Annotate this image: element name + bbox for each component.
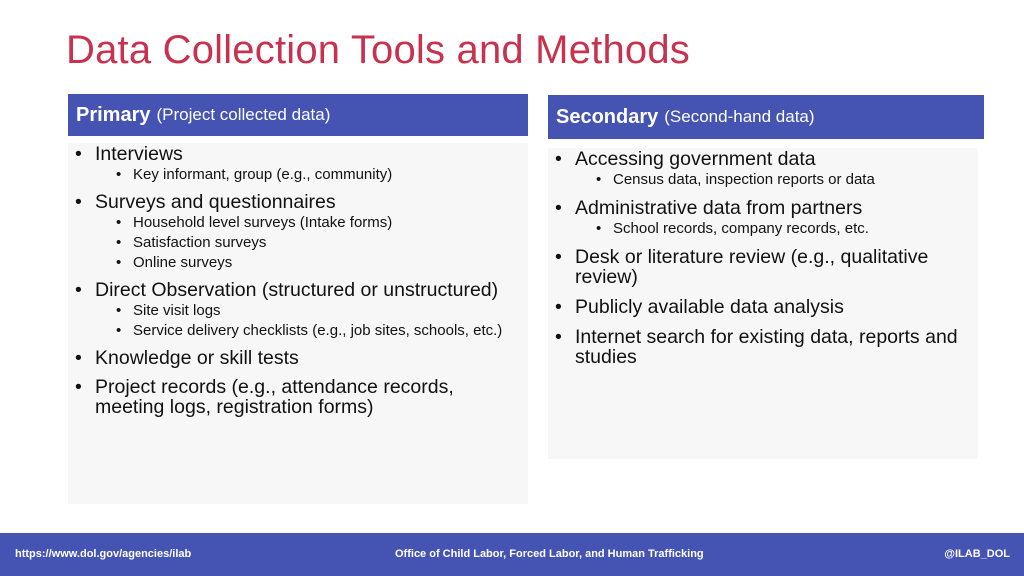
bullet-text: Accessing government data xyxy=(575,148,816,170)
bullet-text: Surveys and questionnaires xyxy=(95,191,336,213)
bullet-item xyxy=(68,348,528,368)
sub-bullet-item: • Key informant, group (e.g., community) xyxy=(95,167,528,183)
sub-bullet-list xyxy=(95,303,528,339)
secondary-list xyxy=(548,148,978,367)
sub-bullet-item: • School records, company records, etc. xyxy=(575,221,978,237)
bullet-item xyxy=(68,144,528,183)
footer-office-name: Office of Child Labor, Forced Labor, and Human Trafficking xyxy=(395,548,704,560)
bullet-text: Project records (e.g., attendance records, meeting logs, registration forms) xyxy=(95,376,454,418)
bullet-item xyxy=(548,149,978,188)
bullet-item xyxy=(548,247,978,287)
sub-bullet-item: • Satisfaction surveys xyxy=(95,235,528,251)
bullet-item xyxy=(548,198,978,237)
sub-bullet-item: • Site visit logs xyxy=(95,303,528,319)
sub-bullet-list xyxy=(95,215,528,271)
bullet-text: Internet search for existing data, reports and studies xyxy=(575,326,958,368)
sub-bullet-item: • Online surveys xyxy=(95,255,528,271)
bullet-item xyxy=(548,297,978,317)
footer-social-handle: @ILAB_DOL xyxy=(944,548,1010,560)
footer-url-link[interactable]: https://www.dol.gov/agencies/ilab xyxy=(15,548,192,560)
sub-bullet-list xyxy=(575,221,978,237)
primary-header xyxy=(68,94,528,136)
secondary-header xyxy=(548,95,984,139)
sub-bullet-list xyxy=(575,172,978,188)
bullet-text: Knowledge or skill tests xyxy=(95,347,299,369)
bullet-text: Administrative data from partners xyxy=(575,197,863,219)
primary-heading: Primary xyxy=(76,103,151,126)
secondary-content-box xyxy=(548,148,978,459)
primary-content-box xyxy=(68,143,528,504)
bullet-text: Direct Observation (structured or unstructured) xyxy=(95,279,499,301)
bullet-item xyxy=(548,327,978,367)
bullet-item xyxy=(68,192,528,271)
bullet-item xyxy=(68,377,528,417)
secondary-heading: Secondary xyxy=(556,105,659,128)
bullet-text: Desk or literature review (e.g., qualitative review) xyxy=(575,246,929,288)
slide-title: Data Collection Tools and Methods xyxy=(66,28,691,72)
bullet-text: Interviews xyxy=(95,143,183,165)
footer-bar xyxy=(0,533,1024,576)
bullet-text: Publicly available data analysis xyxy=(575,296,844,318)
sub-bullet-item: • Census data, inspection reports or data xyxy=(575,172,978,188)
sub-bullet-list xyxy=(95,167,528,183)
sub-bullet-item: • Household level surveys (Intake forms) xyxy=(95,215,528,231)
bullet-item xyxy=(68,280,528,339)
sub-bullet-item: • Service delivery checklists (e.g., job sites, schools, etc.) xyxy=(95,323,528,339)
primary-list xyxy=(68,143,528,417)
primary-subheading: (Project collected data) xyxy=(156,105,331,124)
secondary-subheading: (Second-hand data) xyxy=(664,107,815,126)
